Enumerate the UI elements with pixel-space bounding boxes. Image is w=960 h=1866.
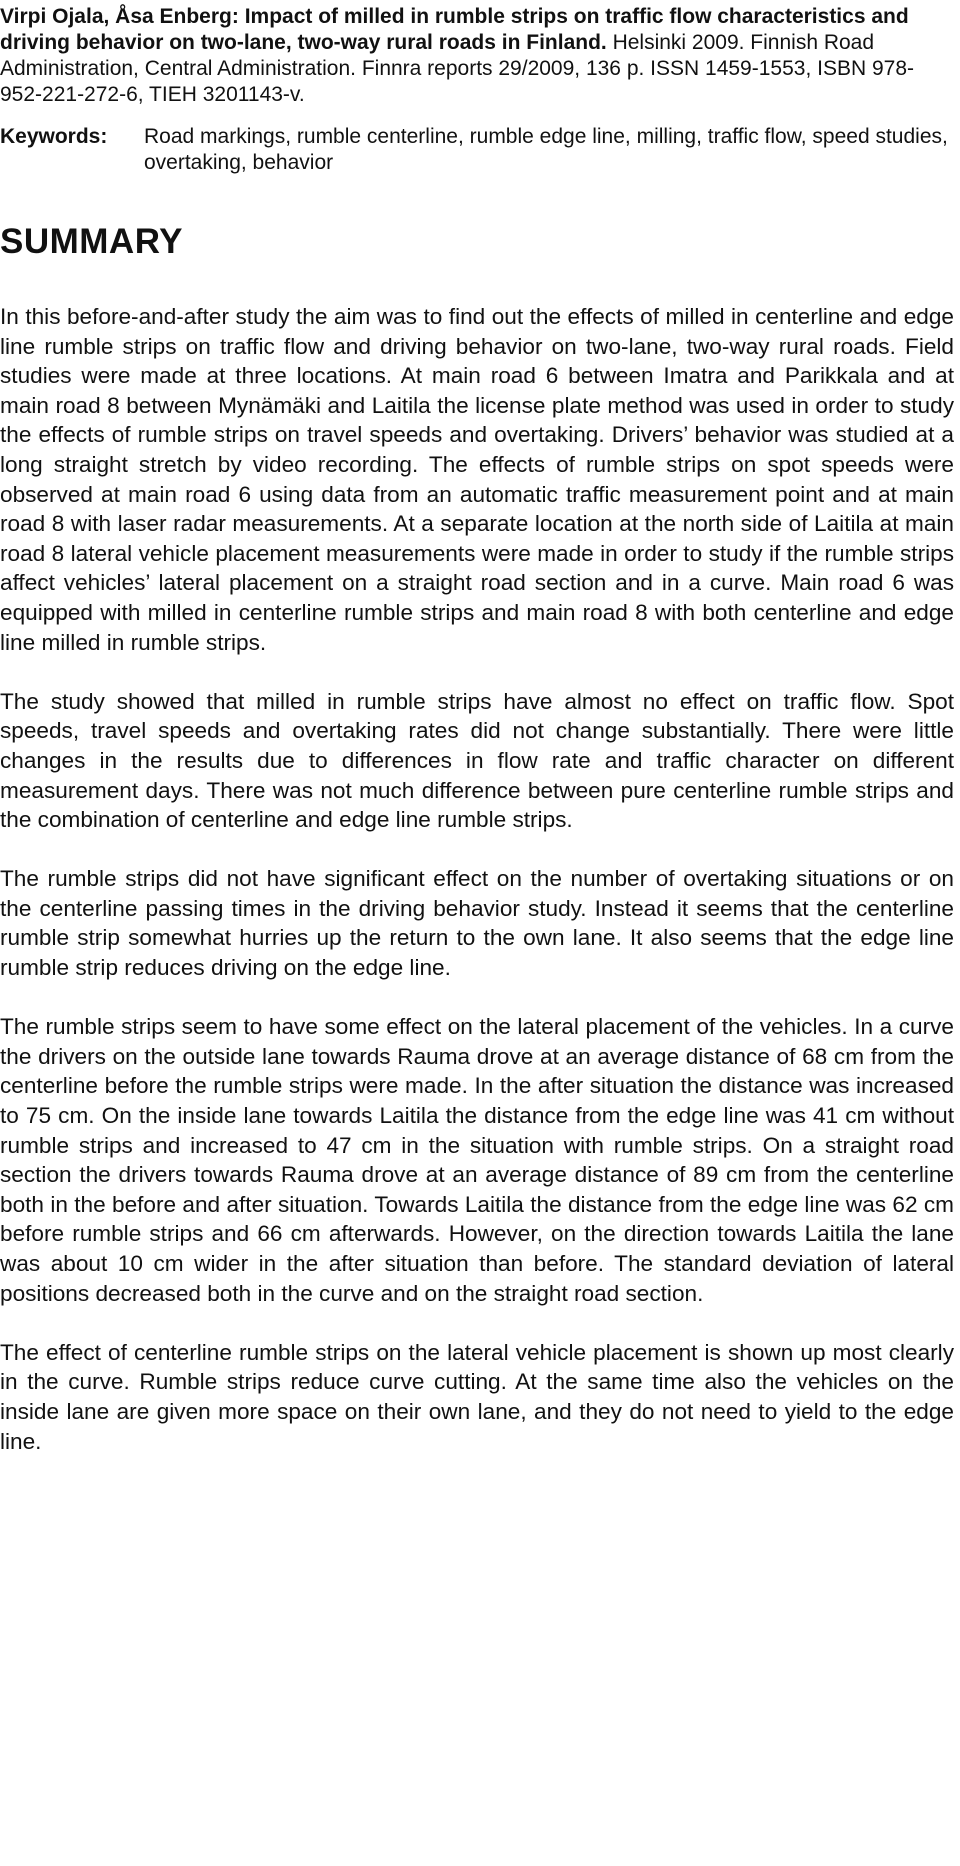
- citation-details: Helsinki 2009. Finnish Road Administration, Central Administration. Finnra reports 29/2009, 136 p. ISSN 1459-1553, ISBN 978-952-221-272-6, TIEH 3201143-v.: [0, 31, 914, 106]
- summary-paragraph: The effect of centerline rumble strips on the lateral vehicle placement is shown up most clearly in the curve. Rumble strips reduce curve cutting. At the same time also the vehicles on the inside lane are given more space on their own lane, and they do not need to yield to the edge line.: [0, 1339, 954, 1454]
- summary-paragraph: In this before-and-after study the aim was to find out the effects of milled in centerline and edge line rumble strips on traffic flow and driving behavior on two-lane, two-way rural roads. Field studies were made at three locations. At main road 6 between Imatra and Parikkala and at main road 8 between Mynämäki and Laitila the license plate method was used in order to study the effects of rumble strips on travel speeds and overtaking. Drivers’ behavior was studied at a long straight stretch by video recording. The effects of rumble strips on spot speeds were observed at main road 6 using data from an automatic traffic measurement point and at main road 8 with laser radar measurements. At a separate location at the north side of Laitila at main road 8 lateral vehicle placement measurements were made in order to study if the rumble strips affect vehicles’ lateral placement on a straight road section and in a curve. Main road 6 was equipped with milled in centerline rumble strips and main road 8 with both centerline and edge line milled in rumble strips.: [0, 304, 954, 655]
- citation-title: Virpi Ojala, Åsa Enberg: Impact of milled in rumble strips on traffic flow characteristics and driving behavior on two-lane, two-way rural roads in Finland.: [0, 5, 909, 54]
- summary-paragraph: The rumble strips did not have significant effect on the number of overtaking situations or on the centerline passing times in the driving behavior study. Instead it seems that the centerline rumble strip somewhat hurries up the return to the own lane. It also seems that the edge line rumble strip reduces driving on the edge line.: [0, 866, 954, 981]
- keywords-row: [0, 124, 954, 176]
- summary-heading: SUMMARY: [0, 222, 184, 261]
- keywords-label: Keywords:: [0, 125, 108, 148]
- summary-body: [0, 302, 954, 1456]
- summary-paragraph: The study showed that milled in rumble strips have almost no effect on traffic flow. Spot speeds, travel speeds and overtaking rates did not change substantially. There were little changes in the results due to differences in flow rate and traffic character on different measurement days. There was not much difference between pure centerline rumble strips and the combination of centerline and edge line rumble strips.: [0, 688, 954, 833]
- citation: [0, 4, 954, 108]
- summary-paragraph: The rumble strips seem to have some effect on the lateral placement of the vehicles. In a curve the drivers on the outside lane towards Rauma drove at an average distance of 68 cm from the centerline before the rumble strips were made. In the after situation the distance was increased to 75 cm. On the inside lane towards Laitila the distance from the edge line was 41 cm without rumble strips and increased to 47 cm in the situation with rumble strips. On a straight road section the drivers towards Rauma drove at an average distance of 89 cm from the centerline both in the before and after situation. Towards Laitila the distance from the edge line was 62 cm before rumble strips and 66 cm afterwards. However, on the direction towards Laitila the lane was about 10 cm wider in the after situation than before. The standard deviation of lateral positions decreased both in the curve and on the straight road section.: [0, 1014, 954, 1306]
- keywords-text: Road markings, rumble centerline, rumble edge line, milling, traffic flow, speed studies, overtaking, behavior: [144, 125, 948, 174]
